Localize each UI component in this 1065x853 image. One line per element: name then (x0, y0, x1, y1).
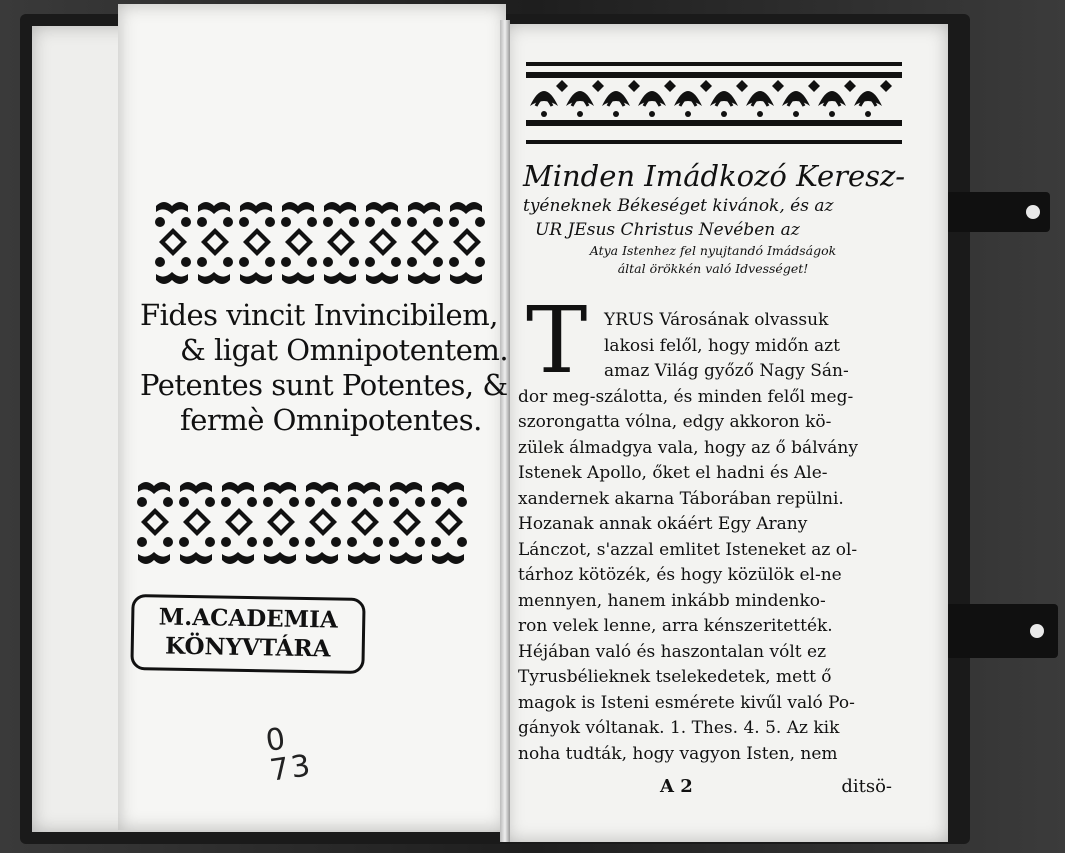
ornament-fleuron-icon (362, 200, 404, 246)
clasp-lower (946, 604, 1058, 658)
headpiece-pattern-icon (526, 66, 902, 132)
stamp-line: M.ACADEMIA (158, 603, 338, 634)
clasp-upper (946, 192, 1050, 232)
ornament-fleuron-icon (152, 200, 194, 246)
header-line: Atya Istenhez fel nyujtandó Imádságok (589, 243, 837, 258)
ornament-fleuron-icon (446, 200, 488, 246)
header-line: által örökkén való Idvességet! (617, 261, 809, 276)
text-line: ron velek lenne, arra kénszeritették. (518, 616, 833, 636)
text-line: magok is Isteni esmérete kivűl való Po- (518, 692, 855, 713)
ornament-fleuron-icon (404, 200, 446, 246)
text-line: dor meg-szálotta, és minden felől meg- (518, 386, 854, 407)
catchword: ditsö- (841, 776, 892, 797)
stamp-line: KÖNYVTÁRA (164, 632, 331, 663)
clasp-hole (1026, 205, 1040, 219)
text-line: szorongatta vólna, edgy akkoron kö- (518, 412, 832, 432)
ornament-band-bottom (134, 480, 470, 526)
ornament-fleuron-icon (134, 480, 176, 526)
drop-cap: T (526, 287, 588, 394)
headpiece-ornament (526, 62, 902, 144)
body-text (518, 308, 898, 767)
text-line: amaz Világ győző Nagy Sán- (604, 361, 849, 381)
motto-line: Petentes sunt Potentes, & (140, 368, 508, 402)
text-line: Istenek Apollo, őket el hadni és Ale- (518, 463, 828, 483)
text-line: YRUS Városának olvassuk (604, 310, 829, 330)
ornament-fleuron-icon (260, 480, 302, 526)
signature-mark: A 2 (660, 776, 693, 797)
text-line: noha tudták, hogy vagyon Isten, nem (518, 743, 838, 764)
dedication-header (523, 158, 906, 278)
clasp-hole (1030, 624, 1044, 638)
text-line: lakosi felől, hogy midőn azt (604, 335, 840, 356)
header-line: Minden Imádkozó Keresz- (523, 159, 906, 193)
text-line: xandernek akarna Táborában repülni. (518, 488, 844, 509)
header-line: UR JEsus Christus Nevében az (535, 220, 800, 240)
ornament-fleuron-icon (218, 480, 260, 526)
header-line: tyéneknek Békeséget kivánok, és az (523, 196, 834, 216)
text-line: gányok vóltanak. 1. Thes. 4. 5. Az kik (518, 718, 840, 738)
ornament-fleuron-icon (428, 480, 470, 526)
ornament-fleuron-icon (344, 480, 386, 526)
ornament-fleuron-icon (194, 200, 236, 246)
ornament-band-top (152, 200, 488, 246)
text-line: mennyen, hanem inkább mindenko- (518, 590, 826, 611)
ornament-fleuron-icon (386, 480, 428, 526)
ornament-fleuron-icon (320, 200, 362, 246)
ornament-fleuron-icon (236, 200, 278, 246)
library-stamp (130, 594, 365, 674)
text-line: Tyrusbélieknek tselekedetek, mett ő (518, 667, 832, 687)
motto (140, 298, 520, 438)
motto-line: Fides vincit Invincibilem, (140, 298, 498, 332)
text-line: Lánczot, s'azzal emlitet Isteneket az ol- (518, 539, 858, 560)
text-line: tárhoz kötözék, és hogy közülök el-ne (518, 565, 842, 585)
ornament-fleuron-icon (278, 200, 320, 246)
text-line: Hozanak annak okáért Egy Arany (518, 514, 808, 534)
ornament-fleuron-icon (302, 480, 344, 526)
motto-line: & ligat Omnipotentem. (180, 333, 509, 367)
motto-line: fermè Omnipotentes. (180, 403, 482, 437)
ornament-fleuron-icon (176, 480, 218, 526)
text-line: zülek álmadgya vala, hogy az ő bálvány (518, 437, 858, 458)
text-line: Héjában való és haszontalan vólt ez (518, 641, 827, 662)
handwritten-shelfmark: 0 73 (263, 721, 315, 789)
